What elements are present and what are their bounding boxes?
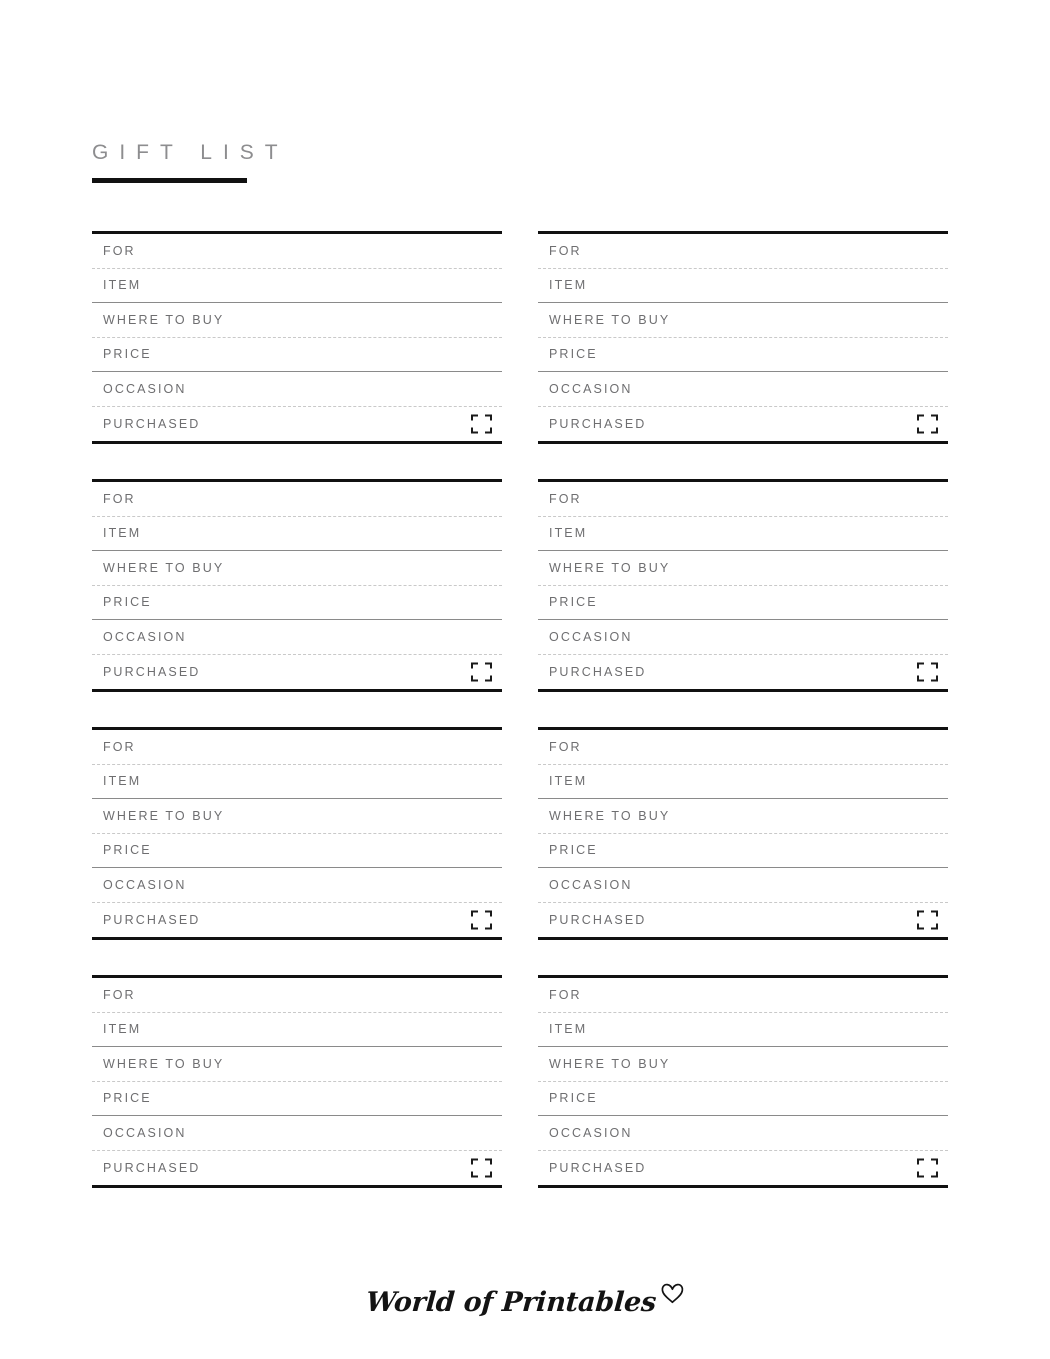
- row-label: PRICE: [103, 1091, 152, 1106]
- gift-card-row[interactable]: [92, 482, 502, 517]
- row-label: OCCASION: [549, 381, 633, 396]
- gift-card-row[interactable]: [538, 834, 948, 869]
- checkbox-corner: [917, 1158, 924, 1164]
- row-label: PRICE: [549, 347, 598, 362]
- row-label: OCCASION: [103, 629, 187, 644]
- gift-card-row[interactable]: [538, 1013, 948, 1048]
- brand-name: World of Printables: [364, 1286, 658, 1318]
- gift-card-row[interactable]: [92, 1047, 502, 1082]
- checkbox-corner: [917, 414, 924, 420]
- gift-card-row[interactable]: [538, 372, 948, 407]
- gift-card-row[interactable]: [92, 978, 502, 1013]
- row-label: PURCHASED: [103, 416, 201, 431]
- gift-card-row[interactable]: [92, 730, 502, 765]
- row-label: OCCASION: [549, 1125, 633, 1140]
- gift-card-row[interactable]: [538, 730, 948, 765]
- checkbox-corner: [931, 1171, 938, 1177]
- gift-card-row[interactable]: [538, 234, 948, 269]
- row-label: WHERE TO BUY: [549, 1056, 671, 1071]
- gift-card-row[interactable]: [92, 903, 502, 938]
- gift-card-row[interactable]: [538, 338, 948, 373]
- purchased-checkbox[interactable]: [471, 662, 492, 681]
- gift-card-row[interactable]: [538, 765, 948, 800]
- row-label: PURCHASED: [549, 912, 647, 927]
- checkbox-corner: [917, 923, 924, 929]
- row-label: PRICE: [549, 595, 598, 610]
- checkbox-corner: [485, 910, 492, 916]
- row-label: WHERE TO BUY: [549, 808, 671, 823]
- row-label: FOR: [549, 987, 582, 1002]
- gift-card-row[interactable]: [538, 1116, 948, 1151]
- checkbox-corner: [485, 923, 492, 929]
- purchased-checkbox[interactable]: [471, 414, 492, 433]
- gift-card: [538, 975, 948, 1188]
- gift-card-row[interactable]: [538, 551, 948, 586]
- checkbox-corner: [471, 1158, 478, 1164]
- gift-card-row[interactable]: [538, 482, 948, 517]
- checkbox-corner: [471, 414, 478, 420]
- row-label: OCCASION: [549, 629, 633, 644]
- row-label: PRICE: [103, 347, 152, 362]
- gift-card-row[interactable]: [92, 586, 502, 621]
- row-label: PURCHASED: [103, 1160, 201, 1175]
- gift-card: [92, 231, 502, 444]
- row-label: ITEM: [103, 526, 142, 541]
- row-label: FOR: [103, 987, 136, 1002]
- gift-card: [538, 231, 948, 444]
- checkbox-corner: [485, 675, 492, 681]
- checkbox-corner: [485, 1158, 492, 1164]
- checkbox-corner: [471, 1171, 478, 1177]
- gift-card-row[interactable]: [538, 799, 948, 834]
- gift-card-row[interactable]: [538, 868, 948, 903]
- title-underline: [92, 178, 247, 183]
- checkbox-corner: [917, 910, 924, 916]
- checkbox-corner: [931, 923, 938, 929]
- row-label: FOR: [549, 491, 582, 506]
- row-label: WHERE TO BUY: [549, 560, 671, 575]
- heart-outline-icon: [661, 1283, 684, 1309]
- gift-card-row[interactable]: [538, 303, 948, 338]
- gift-card-row[interactable]: [92, 407, 502, 442]
- checkbox-corner: [931, 910, 938, 916]
- row-label: ITEM: [549, 774, 588, 789]
- footer-branding: [0, 1283, 1050, 1322]
- purchased-checkbox[interactable]: [471, 1158, 492, 1177]
- row-label: FOR: [549, 243, 582, 258]
- gift-card-row[interactable]: [92, 269, 502, 304]
- checkbox-corner: [917, 427, 924, 433]
- purchased-checkbox[interactable]: [471, 910, 492, 929]
- checkbox-corner: [917, 675, 924, 681]
- row-label: OCCASION: [103, 381, 187, 396]
- checkbox-corner: [471, 910, 478, 916]
- row-label: FOR: [103, 243, 136, 258]
- row-label: PURCHASED: [103, 912, 201, 927]
- row-label: OCCASION: [103, 877, 187, 892]
- gift-card-row[interactable]: [92, 303, 502, 338]
- row-label: FOR: [103, 491, 136, 506]
- gift-card-row[interactable]: [92, 517, 502, 552]
- row-label: PURCHASED: [549, 416, 647, 431]
- gift-card-row[interactable]: [538, 517, 948, 552]
- checkbox-corner: [471, 662, 478, 668]
- gift-card-row[interactable]: [538, 1082, 948, 1117]
- checkbox-corner: [485, 427, 492, 433]
- purchased-checkbox[interactable]: [917, 910, 938, 929]
- gift-card: [92, 727, 502, 940]
- gift-card-row[interactable]: [538, 407, 948, 442]
- row-label: WHERE TO BUY: [103, 312, 225, 327]
- gift-card-row[interactable]: [92, 372, 502, 407]
- gift-card-row[interactable]: [92, 868, 502, 903]
- checkbox-corner: [471, 923, 478, 929]
- checkbox-corner: [917, 1171, 924, 1177]
- row-label: WHERE TO BUY: [103, 808, 225, 823]
- checkbox-corner: [485, 662, 492, 668]
- row-label: WHERE TO BUY: [103, 560, 225, 575]
- checkbox-corner: [931, 414, 938, 420]
- row-label: ITEM: [549, 278, 588, 293]
- purchased-checkbox[interactable]: [917, 414, 938, 433]
- gift-card-grid: [92, 231, 948, 1188]
- row-label: ITEM: [103, 774, 142, 789]
- gift-card-row[interactable]: [92, 655, 502, 690]
- row-label: WHERE TO BUY: [549, 312, 671, 327]
- gift-card: [92, 479, 502, 692]
- gift-card-row[interactable]: [538, 269, 948, 304]
- gift-card-row[interactable]: [92, 551, 502, 586]
- checkbox-corner: [471, 427, 478, 433]
- gift-card: [538, 727, 948, 940]
- row-label: PRICE: [103, 843, 152, 858]
- row-label: PURCHASED: [103, 664, 201, 679]
- gift-card-row[interactable]: [538, 586, 948, 621]
- checkbox-corner: [931, 662, 938, 668]
- gift-card-row[interactable]: [92, 765, 502, 800]
- checkbox-corner: [485, 1171, 492, 1177]
- row-label: ITEM: [103, 278, 142, 293]
- gift-card-row[interactable]: [92, 834, 502, 869]
- row-label: PRICE: [103, 595, 152, 610]
- purchased-checkbox[interactable]: [917, 1158, 938, 1177]
- checkbox-corner: [931, 675, 938, 681]
- gift-card-row[interactable]: [92, 799, 502, 834]
- gift-card-row[interactable]: [92, 1151, 502, 1186]
- row-label: PURCHASED: [549, 1160, 647, 1175]
- gift-card-row[interactable]: [92, 234, 502, 269]
- gift-card-row[interactable]: [538, 1151, 948, 1186]
- gift-card: [538, 479, 948, 692]
- gift-card: [92, 975, 502, 1188]
- checkbox-corner: [485, 414, 492, 420]
- row-label: PURCHASED: [549, 664, 647, 679]
- checkbox-corner: [931, 427, 938, 433]
- gift-card-row[interactable]: [92, 1116, 502, 1151]
- row-label: PRICE: [549, 843, 598, 858]
- checkbox-corner: [917, 662, 924, 668]
- gift-card-row[interactable]: [538, 1047, 948, 1082]
- gift-card-row[interactable]: [92, 338, 502, 373]
- gift-card-row[interactable]: [92, 620, 502, 655]
- row-label: ITEM: [549, 526, 588, 541]
- gift-card-row[interactable]: [538, 655, 948, 690]
- row-label: OCCASION: [549, 877, 633, 892]
- gift-card-row[interactable]: [92, 1082, 502, 1117]
- checkbox-corner: [931, 1158, 938, 1164]
- row-label: FOR: [103, 739, 136, 754]
- row-label: PRICE: [549, 1091, 598, 1106]
- row-label: OCCASION: [103, 1125, 187, 1140]
- purchased-checkbox[interactable]: [917, 662, 938, 681]
- gift-card-row[interactable]: [92, 1013, 502, 1048]
- checkbox-corner: [471, 675, 478, 681]
- row-label: WHERE TO BUY: [103, 1056, 225, 1071]
- gift-card-row[interactable]: [538, 978, 948, 1013]
- gift-card-row[interactable]: [538, 903, 948, 938]
- page-title: GIFT LIST: [92, 141, 289, 164]
- gift-card-row[interactable]: [538, 620, 948, 655]
- row-label: FOR: [549, 739, 582, 754]
- page-header: [92, 140, 692, 183]
- row-label: ITEM: [103, 1022, 142, 1037]
- row-label: ITEM: [549, 1022, 588, 1037]
